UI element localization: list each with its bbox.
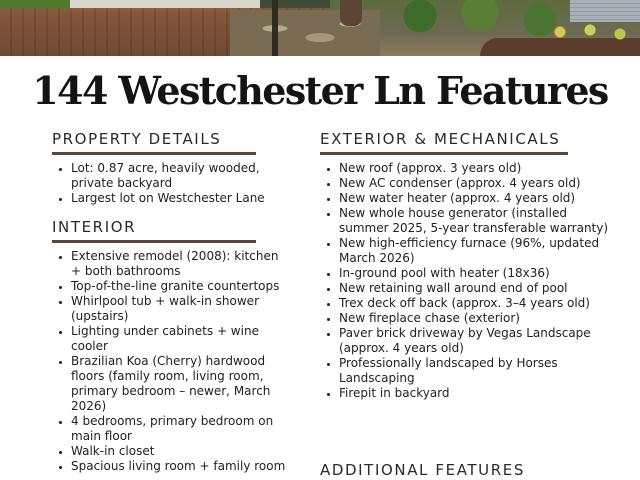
list-item: • Professionally landscaped by Horses Landscaping xyxy=(339,356,620,386)
tree-trunk xyxy=(340,0,362,26)
interior-heading: INTERIOR xyxy=(52,218,137,236)
list-item: • New high-efficiency furnace (96%, updated March 2026) xyxy=(339,236,620,266)
page-title: 144 Westchester Ln Features xyxy=(32,68,608,113)
list-item: • Paver brick driveway by Vegas Landscape (approx. 4 years old) xyxy=(339,326,620,356)
spacer xyxy=(52,206,290,218)
list-item: • New whole house generator (installed summer 2025, 5-year transferable warranty) xyxy=(339,206,620,236)
interior-list xyxy=(52,249,290,474)
heading-rule xyxy=(52,240,256,243)
list-item: • New roof (approx. 3 years old) xyxy=(339,161,620,176)
list-item: • 4 bedrooms, primary bedroom on main floor xyxy=(71,414,290,444)
flowers xyxy=(540,22,640,42)
list-item: • Brazilian Koa (Cherry) hardwood floors (family room, living room, primary bedroom – newer, March 2026) xyxy=(71,354,290,414)
additional-section xyxy=(320,461,525,479)
list-item: • In-ground pool with heater (18x36) xyxy=(339,266,620,281)
list-item: • Lighting under cabinets + wine cooler xyxy=(71,324,290,354)
house-siding xyxy=(570,0,640,22)
list-item: • New retaining wall around end of pool xyxy=(339,281,620,296)
left-column xyxy=(52,130,290,474)
property-details-heading: PROPERTY DETAILS xyxy=(52,130,222,148)
header-photo xyxy=(0,0,640,56)
additional-features-heading: ADDITIONAL FEATURES xyxy=(320,461,525,479)
list-item: • Spacious living room + family room xyxy=(71,459,290,474)
heading-rule xyxy=(52,152,256,155)
list-item: • New water heater (approx. 4 years old) xyxy=(339,191,620,206)
lamp-post xyxy=(272,0,278,56)
list-item: • New AC condenser (approx. 4 years old) xyxy=(339,176,620,191)
list-item: • Firepit in backyard xyxy=(339,386,620,401)
heading-rule xyxy=(320,152,568,155)
list-item: • Trex deck off back (approx. 3–4 years old) xyxy=(339,296,620,311)
property-details-list xyxy=(52,161,290,206)
list-item: • Extensive remodel (2008): kitchen + both bathrooms xyxy=(71,249,290,279)
list-item: • New fireplace chase (exterior) xyxy=(339,311,620,326)
list-item: • Lot: 0.87 acre, heavily wooded, private backyard xyxy=(71,161,290,191)
list-item: • Walk-in closet xyxy=(71,444,290,459)
exterior-list xyxy=(320,161,620,401)
exterior-heading: EXTERIOR & MECHANICALS xyxy=(320,130,561,148)
list-item: • Top-of-the-line granite countertops xyxy=(71,279,290,294)
list-item: • Whirlpool tub + walk-in shower (upstairs) xyxy=(71,294,290,324)
list-item: • Largest lot on Westchester Lane xyxy=(71,191,290,206)
right-column xyxy=(320,130,620,401)
